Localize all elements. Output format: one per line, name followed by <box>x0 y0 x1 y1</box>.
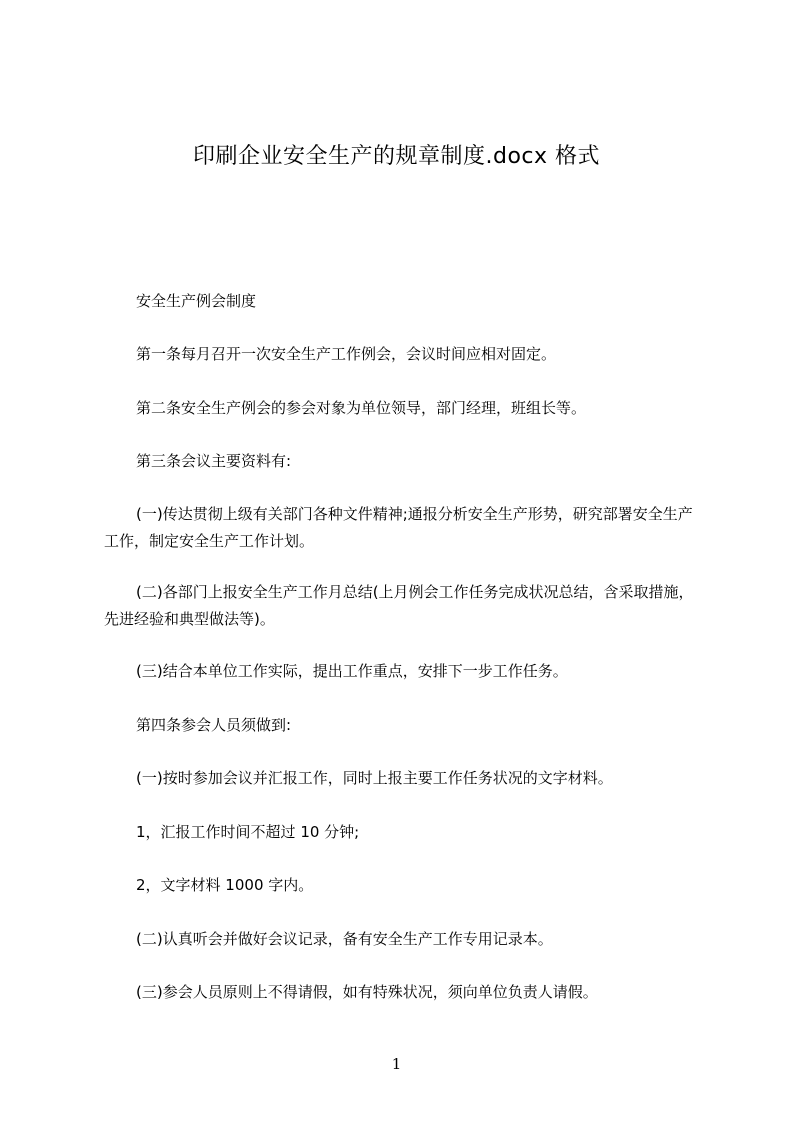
paragraph-item-3-3: (三)结合本单位工作实际，提出工作重点，安排下一步工作任务。 <box>136 662 568 680</box>
paragraph-article-2: 第二条安全生产例会的参会对象为单位领导，部门经理，班组长等。 <box>136 399 587 417</box>
paragraph-subitem-2: 2，文字材料 1000 字内。 <box>136 876 314 894</box>
paragraph-item-3-2: (二)各部门上报安全生产工作月总结(上月例会工作任务完成状况总结，含采取措施，先进经验和典型做法等)。 <box>104 583 694 628</box>
paragraph-article-4: 第四条参会人员须做到: <box>136 716 292 734</box>
document-title: 印刷企业安全生产的规章制度.docx 格式 <box>192 144 601 169</box>
paragraph-subitem-1: 1，汇报工作时间不超过 10 分钟; <box>136 823 360 841</box>
paragraph-item-4-3: (三)参会人员原则上不得请假，如有特殊状况，须向单位负责人请假。 <box>136 983 598 1001</box>
paragraph-article-1: 第一条每月召开一次安全生产工作例会，会议时间应相对固定。 <box>136 345 557 363</box>
paragraph-article-3: 第三条会议主要资料有: <box>136 452 292 470</box>
paragraph-section-heading: 安全生产例会制度 <box>136 292 257 310</box>
page-number: 1 <box>391 1055 402 1073</box>
paragraph-item-3-1: (一)传达贯彻上级有关部门各种文件精神;通报分析安全生产形势，研究部署安全生产工作，制定安全生产工作计划。 <box>104 505 693 550</box>
paragraph-item-4-2: (二)认真听会并做好会议记录，备有安全生产工作专用记录本。 <box>136 930 553 948</box>
paragraph-item-4-1: (一)按时参加会议并汇报工作，同时上报主要工作任务状况的文字材料。 <box>136 769 613 787</box>
